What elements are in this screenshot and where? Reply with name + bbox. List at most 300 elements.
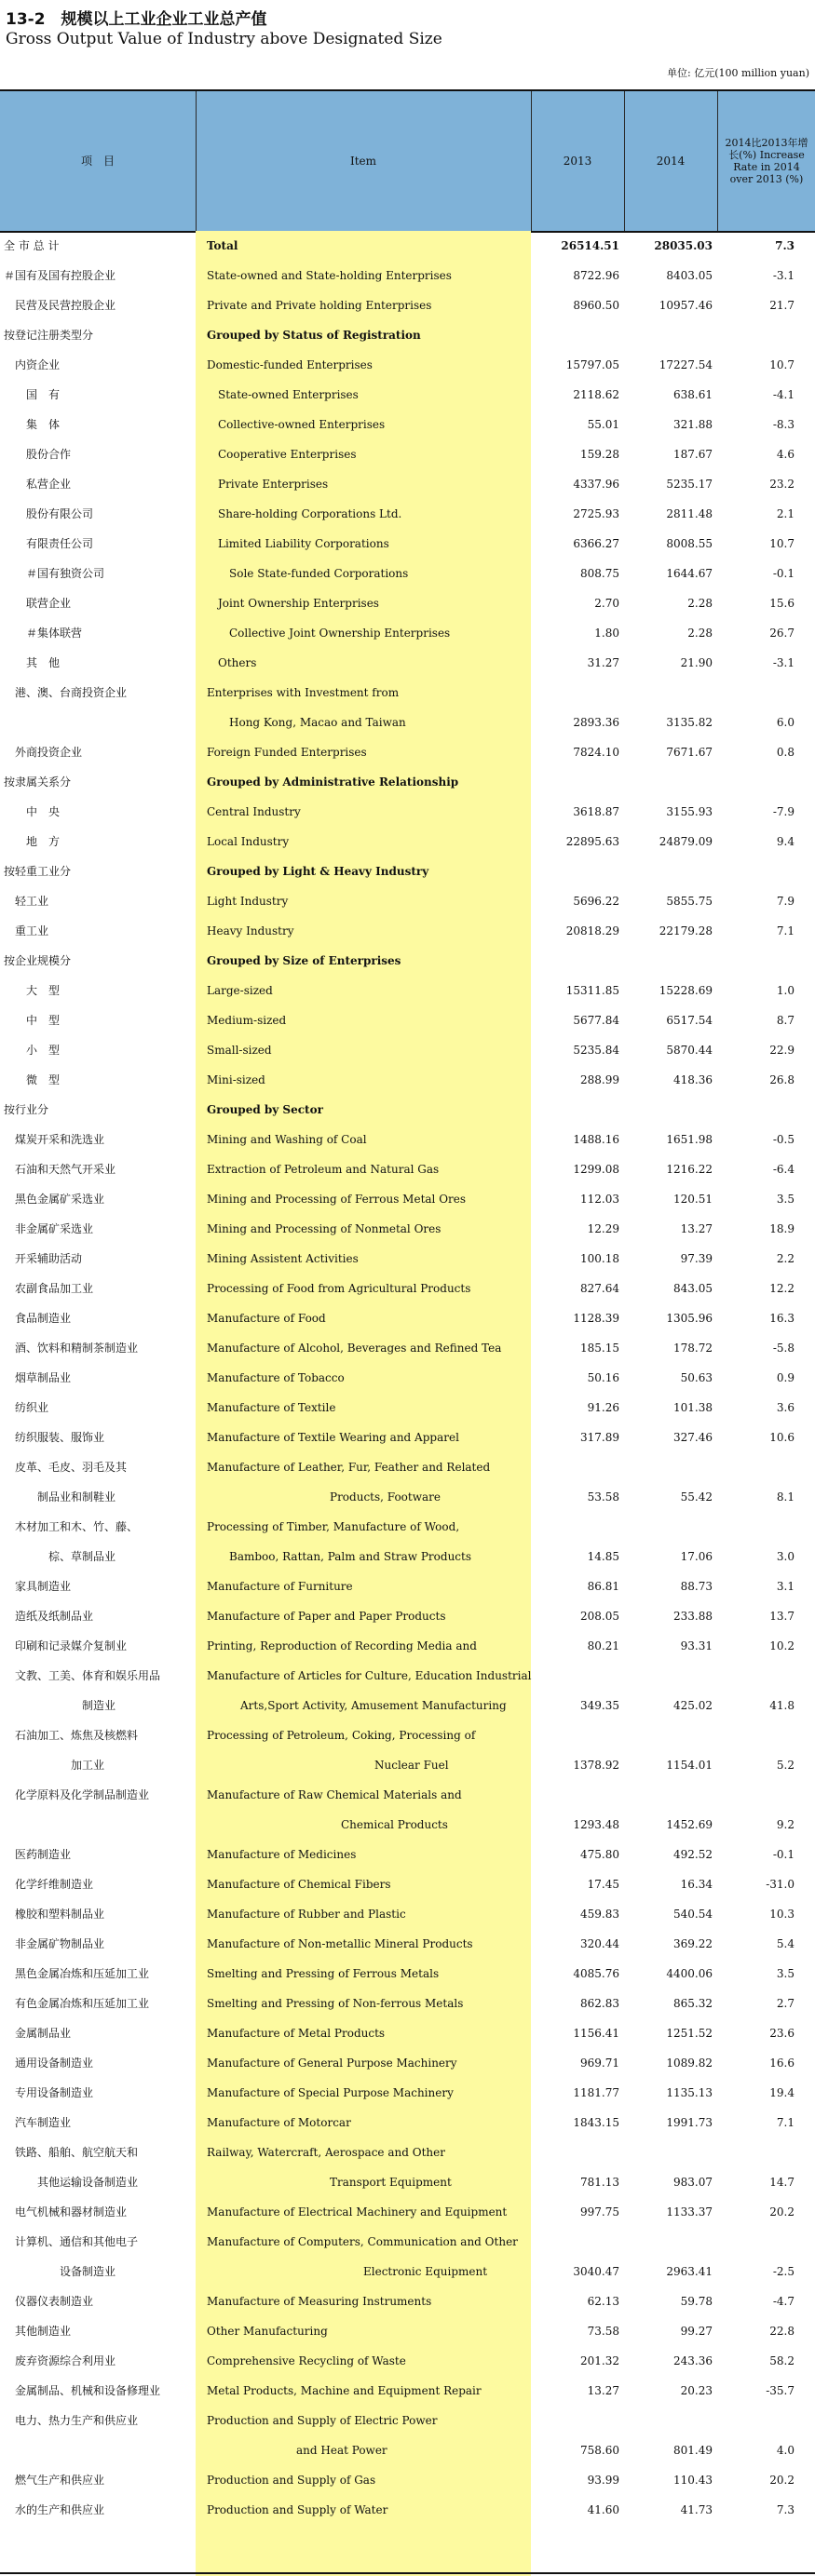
table-row bbox=[0, 648, 815, 678]
value-2014: 1216.22 bbox=[666, 1163, 713, 1176]
table-row bbox=[0, 1274, 815, 1303]
row-label-en: Grouped by Administrative Relationship bbox=[207, 775, 459, 789]
increase-rate: 23.6 bbox=[769, 2027, 795, 2040]
row-label-zh: 制造业 bbox=[4, 1699, 116, 1712]
value-2014: 15228.69 bbox=[659, 984, 713, 997]
table-row bbox=[0, 1571, 815, 1601]
row-label-en: Mini-sized bbox=[207, 1073, 265, 1086]
value-2013: 827.64 bbox=[580, 1282, 619, 1295]
increase-rate: -0.5 bbox=[772, 1133, 795, 1146]
value-2014 bbox=[624, 1512, 713, 1542]
value-2014: 110.43 bbox=[673, 2474, 713, 2487]
value-2013 bbox=[536, 1512, 619, 1542]
value-2013: 5235.84 bbox=[573, 1044, 619, 1057]
value-2014: 3135.82 bbox=[666, 716, 713, 729]
increase-rate: 5.4 bbox=[776, 1937, 795, 1950]
row-label-zh: 其他制造业 bbox=[4, 2325, 72, 2338]
table-row bbox=[0, 499, 815, 529]
value-2013: 1128.39 bbox=[573, 1312, 619, 1325]
value-2013: 86.81 bbox=[587, 1580, 619, 1593]
table-row bbox=[0, 1810, 815, 1840]
value-2014: 16.34 bbox=[680, 1878, 713, 1891]
row-label-en: Collective-owned Enterprises bbox=[207, 418, 386, 431]
value-2014: 101.38 bbox=[673, 1401, 713, 1414]
value-2014: 327.46 bbox=[673, 1431, 713, 1444]
row-label-en: Grouped by Sector bbox=[207, 1103, 323, 1116]
value-2013: 320.44 bbox=[580, 1937, 619, 1950]
table-row bbox=[0, 2078, 815, 2108]
value-2013: 17.45 bbox=[587, 1878, 619, 1891]
value-2014: 492.52 bbox=[673, 1848, 713, 1861]
header-year-2013: 2013 bbox=[563, 154, 592, 168]
value-2014: 41.73 bbox=[680, 2503, 713, 2516]
table-row bbox=[0, 1035, 815, 1065]
row-label-zh: 化学纤维制造业 bbox=[4, 1878, 94, 1891]
row-label-en: Collective Joint Ownership Enterprises bbox=[207, 627, 451, 640]
row-label-en: Manufacture of Tobacco bbox=[207, 1371, 345, 1384]
increase-rate: 18.9 bbox=[769, 1222, 795, 1235]
row-label-en: Metal Products, Machine and Equipment Repair bbox=[207, 2384, 482, 2397]
row-label-zh: 铁路、船舶、航空航天和 bbox=[4, 2146, 139, 2159]
row-label-en: Smelting and Pressing of Ferrous Metals bbox=[207, 1967, 440, 1980]
table-row bbox=[0, 1303, 815, 1333]
value-2013 bbox=[536, 856, 619, 886]
value-2013: 15311.85 bbox=[565, 984, 619, 997]
row-label-en: Smelting and Pressing of Non-ferrous Metals bbox=[207, 1997, 464, 2010]
table-row bbox=[0, 410, 815, 439]
row-label-en: Manufacture of Leather, Fur, Feather and Related bbox=[207, 1461, 491, 1474]
increase-rate bbox=[722, 2138, 795, 2167]
row-label-zh: 加工业 bbox=[4, 1759, 105, 1772]
value-2013: 1.80 bbox=[594, 627, 619, 640]
row-label-en: Foreign Funded Enterprises bbox=[207, 746, 367, 759]
increase-rate bbox=[722, 856, 795, 886]
value-2013: 208.05 bbox=[580, 1610, 619, 1623]
row-label-zh: 联营企业 bbox=[4, 597, 72, 610]
row-label-zh: 化学原料及化学制品制造业 bbox=[4, 1788, 150, 1801]
table-row bbox=[0, 2435, 815, 2465]
value-2013: 50.16 bbox=[587, 1371, 619, 1384]
increase-rate: 23.2 bbox=[769, 478, 795, 491]
row-label-en: Cooperative Enterprises bbox=[207, 448, 357, 461]
row-label-en: Transport Equipment bbox=[207, 2176, 452, 2189]
value-2014: 418.36 bbox=[673, 1073, 713, 1086]
value-2013 bbox=[536, 1661, 619, 1691]
unit-label: 单位: 亿元(100 million yuan) bbox=[667, 67, 809, 79]
row-label-en: Manufacture of Metal Products bbox=[207, 2027, 386, 2040]
value-2014: 17.06 bbox=[680, 1550, 713, 1563]
increase-rate: 5.2 bbox=[776, 1759, 795, 1772]
table-row bbox=[0, 1959, 815, 1989]
row-label-en: Local Industry bbox=[207, 835, 290, 848]
row-label-en: Enterprises with Investment from bbox=[207, 686, 400, 699]
value-2013: 91.26 bbox=[587, 1401, 619, 1414]
table-row bbox=[0, 559, 815, 588]
row-label-en: Other Manufacturing bbox=[207, 2325, 328, 2338]
increase-rate bbox=[722, 1452, 795, 1482]
table-row bbox=[0, 737, 815, 767]
table-row bbox=[0, 767, 815, 797]
row-label-zh: 内资企业 bbox=[4, 358, 61, 371]
table-row bbox=[0, 708, 815, 737]
increase-rate: 4.6 bbox=[776, 448, 795, 461]
value-2013: 15797.05 bbox=[565, 358, 619, 371]
increase-rate bbox=[722, 1780, 795, 1810]
row-label-en: Medium-sized bbox=[207, 1014, 287, 1027]
table-row bbox=[0, 618, 815, 648]
row-label-en: Manufacture of Motorcar bbox=[207, 2116, 351, 2129]
value-2014: 99.27 bbox=[680, 2325, 713, 2338]
row-label-en: Grouped by Status of Registration bbox=[207, 329, 421, 342]
row-label-en: Processing of Food from Agricultural Products bbox=[207, 1282, 471, 1295]
table-row bbox=[0, 678, 815, 708]
value-2013: 2725.93 bbox=[573, 507, 619, 520]
table-row bbox=[0, 439, 815, 469]
row-label-zh: 其 他 bbox=[4, 656, 61, 669]
increase-rate: 7.3 bbox=[776, 2503, 795, 2516]
increase-rate bbox=[722, 678, 795, 708]
value-2014: 1651.98 bbox=[666, 1133, 713, 1146]
value-2014: 1133.37 bbox=[666, 2205, 713, 2219]
row-label-zh: 微 型 bbox=[4, 1073, 61, 1086]
increase-rate: -4.1 bbox=[772, 388, 795, 401]
value-2013: 41.60 bbox=[587, 2503, 619, 2516]
value-2014: 1644.67 bbox=[666, 567, 713, 580]
value-2014: 7671.67 bbox=[666, 746, 713, 759]
table-row bbox=[0, 469, 815, 499]
row-label-en: Bamboo, Rattan, Palm and Straw Products bbox=[207, 1550, 471, 1563]
row-label-zh: 酒、饮料和精制茶制造业 bbox=[4, 1342, 139, 1355]
row-label-en: Central Industry bbox=[207, 805, 301, 818]
increase-rate: -0.1 bbox=[772, 1848, 795, 1861]
row-label-zh: 按企业规模分 bbox=[4, 954, 72, 967]
table-row bbox=[0, 1631, 815, 1661]
increase-rate: 1.0 bbox=[776, 984, 795, 997]
increase-rate bbox=[722, 946, 795, 976]
row-label-en: Joint Ownership Enterprises bbox=[207, 597, 379, 610]
table-row bbox=[0, 827, 815, 856]
value-2013: 100.18 bbox=[580, 1252, 619, 1265]
row-label-en: Others bbox=[207, 656, 257, 669]
increase-rate: 16.6 bbox=[769, 2057, 795, 2070]
row-label-en: Total bbox=[207, 239, 238, 252]
table-row bbox=[0, 1214, 815, 1244]
increase-rate: -35.7 bbox=[766, 2384, 795, 2397]
row-label-zh: 其他运输设备制造业 bbox=[4, 2176, 139, 2189]
row-label-zh: 家具制造业 bbox=[4, 1580, 72, 1593]
increase-rate: 41.8 bbox=[769, 1699, 795, 1712]
value-2014: 2811.48 bbox=[666, 507, 713, 520]
value-2014: 24879.09 bbox=[659, 835, 713, 848]
table-title-en: Gross Output Value of Industry above Designated Size bbox=[6, 30, 442, 48]
increase-rate: 10.6 bbox=[769, 1431, 795, 1444]
value-2013 bbox=[536, 946, 619, 976]
row-label-en: State-owned and State-holding Enterprises bbox=[207, 269, 452, 282]
header-item-en: Item bbox=[349, 154, 377, 168]
value-2014: 55.42 bbox=[680, 1490, 713, 1504]
value-2014: 13.27 bbox=[680, 1222, 713, 1235]
row-label-en: Manufacture of Food bbox=[207, 1312, 326, 1325]
table-row bbox=[0, 1840, 815, 1869]
row-label-zh: 通用设备制造业 bbox=[4, 2057, 94, 2070]
value-2013 bbox=[536, 2406, 619, 2435]
increase-rate: 10.2 bbox=[769, 1639, 795, 1652]
value-2013: 185.15 bbox=[580, 1342, 619, 1355]
row-label-en: Manufacture of Alcohol, Beverages and Refined Tea bbox=[207, 1342, 502, 1355]
row-label-zh: 民营及民营控股企业 bbox=[4, 299, 116, 312]
value-2014: 6517.54 bbox=[666, 1014, 713, 1027]
increase-rate: 19.4 bbox=[769, 2086, 795, 2099]
row-label-zh: 小 型 bbox=[4, 1044, 61, 1057]
increase-rate: 9.4 bbox=[776, 835, 795, 848]
increase-rate: -4.7 bbox=[772, 2295, 795, 2308]
value-2014: 843.05 bbox=[673, 1282, 713, 1295]
row-label-zh: 烟草制品业 bbox=[4, 1371, 72, 1384]
row-label-zh: 汽车制造业 bbox=[4, 2116, 72, 2129]
value-2013: 862.83 bbox=[580, 1997, 619, 2010]
value-2013: 80.21 bbox=[587, 1639, 619, 1652]
increase-rate bbox=[722, 320, 795, 350]
row-label-en: Manufacture of General Purpose Machinery bbox=[207, 2057, 457, 2070]
row-label-zh: 专用设备制造业 bbox=[4, 2086, 94, 2099]
value-2014 bbox=[624, 2227, 713, 2257]
increase-rate: 26.7 bbox=[769, 627, 795, 640]
increase-rate: -7.9 bbox=[772, 805, 795, 818]
value-2013: 112.03 bbox=[580, 1193, 619, 1206]
table-row bbox=[0, 529, 815, 559]
value-2013: 31.27 bbox=[587, 656, 619, 669]
row-label-zh: 电力、热力生产和供应业 bbox=[4, 2414, 139, 2427]
row-label-en: Share-holding Corporations Ltd. bbox=[207, 507, 402, 520]
table-row bbox=[0, 2465, 815, 2495]
value-2013: 1843.15 bbox=[573, 2116, 619, 2129]
table-bottom-rule bbox=[0, 2572, 815, 2574]
table-row bbox=[0, 1661, 815, 1691]
table-row bbox=[0, 1929, 815, 1959]
row-label-zh: 制品业和制鞋业 bbox=[4, 1490, 116, 1504]
increase-rate: -6.4 bbox=[772, 1163, 795, 1176]
row-label-en: Processing of Timber, Manufacture of Wood, bbox=[207, 1520, 460, 1533]
increase-rate bbox=[722, 767, 795, 797]
row-label-zh: 农副食品加工业 bbox=[4, 1282, 94, 1295]
row-label-zh: 医药制造业 bbox=[4, 1848, 72, 1861]
value-2014: 1089.82 bbox=[666, 2057, 713, 2070]
row-label-en: Grouped by Size of Enterprises bbox=[207, 954, 401, 967]
value-2013: 73.58 bbox=[587, 2325, 619, 2338]
row-label-en: Hong Kong, Macao and Taiwan bbox=[207, 716, 406, 729]
row-label-zh: 废弃资源综合利用业 bbox=[4, 2354, 116, 2367]
value-2014: 17227.54 bbox=[659, 358, 713, 371]
value-2013: 4337.96 bbox=[573, 478, 619, 491]
table-row bbox=[0, 2346, 815, 2376]
increase-rate: 16.3 bbox=[769, 1312, 795, 1325]
row-label-zh: 重工业 bbox=[4, 924, 49, 937]
table-row bbox=[0, 1333, 815, 1363]
table-row bbox=[0, 1005, 815, 1035]
value-2014: 3155.93 bbox=[666, 805, 713, 818]
value-2014: 93.31 bbox=[680, 1639, 713, 1652]
row-label-en: Comprehensive Recycling of Waste bbox=[207, 2354, 406, 2367]
table-row bbox=[0, 1720, 815, 1750]
value-2014: 638.61 bbox=[673, 388, 713, 401]
table-row bbox=[0, 797, 815, 827]
row-label-en: Mining and Processing of Ferrous Metal Ores bbox=[207, 1193, 467, 1206]
table-row bbox=[0, 2406, 815, 2435]
increase-rate: -8.3 bbox=[772, 418, 795, 431]
row-label-zh: 大 型 bbox=[4, 984, 61, 997]
row-label-zh: 港、澳、台商投资企业 bbox=[4, 686, 128, 699]
value-2013: 3040.47 bbox=[573, 2265, 619, 2278]
row-label-zh: 计算机、通信和其他电子 bbox=[4, 2235, 139, 2248]
row-label-en: Products, Footware bbox=[207, 1490, 441, 1504]
table-row bbox=[0, 1095, 815, 1125]
table-row bbox=[0, 916, 815, 946]
value-2014: 59.78 bbox=[680, 2295, 713, 2308]
increase-rate bbox=[722, 2227, 795, 2257]
header-item-zh: 项 目 bbox=[80, 154, 115, 168]
increase-rate bbox=[722, 1661, 795, 1691]
row-label-en: Private Enterprises bbox=[207, 478, 329, 491]
row-label-zh: 有限责任公司 bbox=[4, 537, 94, 550]
table-row bbox=[0, 1184, 815, 1214]
value-2014: 10957.46 bbox=[659, 299, 713, 312]
row-label-zh: 全 市 总 计 bbox=[4, 239, 60, 252]
row-label-en: Manufacture of Computers, Communication and Other bbox=[207, 2235, 518, 2248]
table-row bbox=[0, 290, 815, 320]
header-divider bbox=[717, 91, 718, 231]
table-row bbox=[0, 1512, 815, 1542]
row-label-zh: ＃集体联营 bbox=[4, 627, 83, 640]
value-2013: 781.13 bbox=[580, 2176, 619, 2189]
value-2013: 317.89 bbox=[580, 1431, 619, 1444]
value-2013: 5696.22 bbox=[573, 895, 619, 908]
value-2013: 1488.16 bbox=[573, 1133, 619, 1146]
table-row bbox=[0, 2495, 815, 2525]
row-label-zh: 燃气生产和供应业 bbox=[4, 2474, 105, 2487]
increase-rate: 22.8 bbox=[769, 2325, 795, 2338]
table-body bbox=[0, 231, 815, 2576]
table-row bbox=[0, 2018, 815, 2048]
row-label-zh: 按轻重工业分 bbox=[4, 865, 72, 878]
value-2013: 26514.51 bbox=[561, 239, 619, 252]
table-row bbox=[0, 2257, 815, 2286]
table-row bbox=[0, 1542, 815, 1571]
increase-rate: 14.7 bbox=[769, 2176, 795, 2189]
value-2014 bbox=[624, 856, 713, 886]
row-label-en: Chemical Products bbox=[207, 1818, 448, 1831]
increase-rate: 8.1 bbox=[776, 1490, 795, 1504]
value-2013: 13.27 bbox=[587, 2384, 619, 2397]
increase-rate: 3.1 bbox=[776, 1580, 795, 1593]
row-label-zh: 石油加工、炼焦及核燃料 bbox=[4, 1729, 139, 1742]
value-2013: 349.35 bbox=[580, 1699, 619, 1712]
value-2014 bbox=[624, 678, 713, 708]
row-label-en: Manufacture of Chemical Fibers bbox=[207, 1878, 391, 1891]
increase-rate: 7.9 bbox=[776, 895, 795, 908]
row-label-zh: 文教、工美、体育和娱乐用品 bbox=[4, 1669, 161, 1682]
value-2013: 62.13 bbox=[587, 2295, 619, 2308]
value-2013: 459.83 bbox=[580, 1908, 619, 1921]
row-label-zh: 集 体 bbox=[4, 418, 61, 431]
increase-rate bbox=[722, 1512, 795, 1542]
table-row bbox=[0, 1989, 815, 2018]
increase-rate: 20.2 bbox=[769, 2205, 795, 2219]
row-label-zh: 橡胶和塑料制品业 bbox=[4, 1908, 105, 1921]
row-label-en: Railway, Watercraft, Aerospace and Other bbox=[207, 2146, 445, 2159]
row-label-en: Nuclear Fuel bbox=[207, 1759, 449, 1772]
row-label-zh: 股份合作 bbox=[4, 448, 72, 461]
row-label-zh: 按隶属关系分 bbox=[4, 775, 72, 789]
increase-rate: 9.2 bbox=[776, 1818, 795, 1831]
row-label-en: Printing, Reproduction of Recording Media and bbox=[207, 1639, 477, 1652]
table-row bbox=[0, 2167, 815, 2197]
row-label-zh: 股份有限公司 bbox=[4, 507, 94, 520]
value-2013: 1299.08 bbox=[573, 1163, 619, 1176]
increase-rate: 10.7 bbox=[769, 358, 795, 371]
increase-rate: 6.0 bbox=[776, 716, 795, 729]
row-label-en: Manufacture of Special Purpose Machinery bbox=[207, 2086, 454, 2099]
row-label-zh: 棕、草制品业 bbox=[4, 1550, 116, 1563]
increase-rate: -31.0 bbox=[766, 1878, 795, 1891]
table-row bbox=[0, 1899, 815, 1929]
row-label-zh: 造纸及纸制品业 bbox=[4, 1610, 94, 1623]
row-label-zh: 国 有 bbox=[4, 388, 61, 401]
row-label-zh: 电气机械和器材制造业 bbox=[4, 2205, 128, 2219]
value-2013 bbox=[536, 1720, 619, 1750]
value-2014 bbox=[624, 767, 713, 797]
row-label-zh: 中 型 bbox=[4, 1014, 61, 1027]
value-2013: 288.99 bbox=[580, 1073, 619, 1086]
row-label-zh: 外商投资企业 bbox=[4, 746, 83, 759]
value-2014: 20.23 bbox=[680, 2384, 713, 2397]
row-label-en: Large-sized bbox=[207, 984, 273, 997]
value-2013: 969.71 bbox=[580, 2057, 619, 2070]
row-label-zh: 私营企业 bbox=[4, 478, 72, 491]
table-header bbox=[0, 89, 815, 233]
row-label-en: Manufacture of Textile Wearing and Apparel bbox=[207, 1431, 459, 1444]
row-label-en: Extraction of Petroleum and Natural Gas bbox=[207, 1163, 440, 1176]
row-label-zh: ＃国有独资公司 bbox=[4, 567, 105, 580]
value-2014: 1135.13 bbox=[666, 2086, 713, 2099]
row-label-zh: 皮革、毛皮、羽毛及其 bbox=[4, 1461, 128, 1474]
value-2014: 5855.75 bbox=[666, 895, 713, 908]
row-label-en: Mining and Washing of Coal bbox=[207, 1133, 367, 1146]
value-2014: 187.67 bbox=[673, 448, 713, 461]
row-label-zh: 纺织服装、服饰业 bbox=[4, 1431, 105, 1444]
value-2014: 243.36 bbox=[673, 2354, 713, 2367]
increase-rate bbox=[722, 2406, 795, 2435]
row-label-zh: 纺织业 bbox=[4, 1401, 49, 1414]
value-2014: 22179.28 bbox=[659, 924, 713, 937]
value-2013: 14.85 bbox=[587, 1550, 619, 1563]
table-row bbox=[0, 1750, 815, 1780]
row-label-en: State-owned Enterprises bbox=[207, 388, 359, 401]
value-2014: 425.02 bbox=[673, 1699, 713, 1712]
row-label-en: Manufacture of Non-metallic Mineral Products bbox=[207, 1937, 473, 1950]
row-label-en: Production and Supply of Gas bbox=[207, 2474, 376, 2487]
increase-rate: 2.7 bbox=[776, 1997, 795, 2010]
table-row bbox=[0, 2316, 815, 2346]
increase-rate: -0.1 bbox=[772, 567, 795, 580]
value-2014 bbox=[624, 1720, 713, 1750]
row-label-en: Manufacture of Textile bbox=[207, 1401, 336, 1414]
value-2014: 2.28 bbox=[687, 627, 713, 640]
row-label-en: Heavy Industry bbox=[207, 924, 294, 937]
row-label-zh: 木材加工和木、竹、藤、 bbox=[4, 1520, 139, 1533]
value-2014: 983.07 bbox=[673, 2176, 713, 2189]
table-row bbox=[0, 856, 815, 886]
table-row bbox=[0, 1423, 815, 1452]
